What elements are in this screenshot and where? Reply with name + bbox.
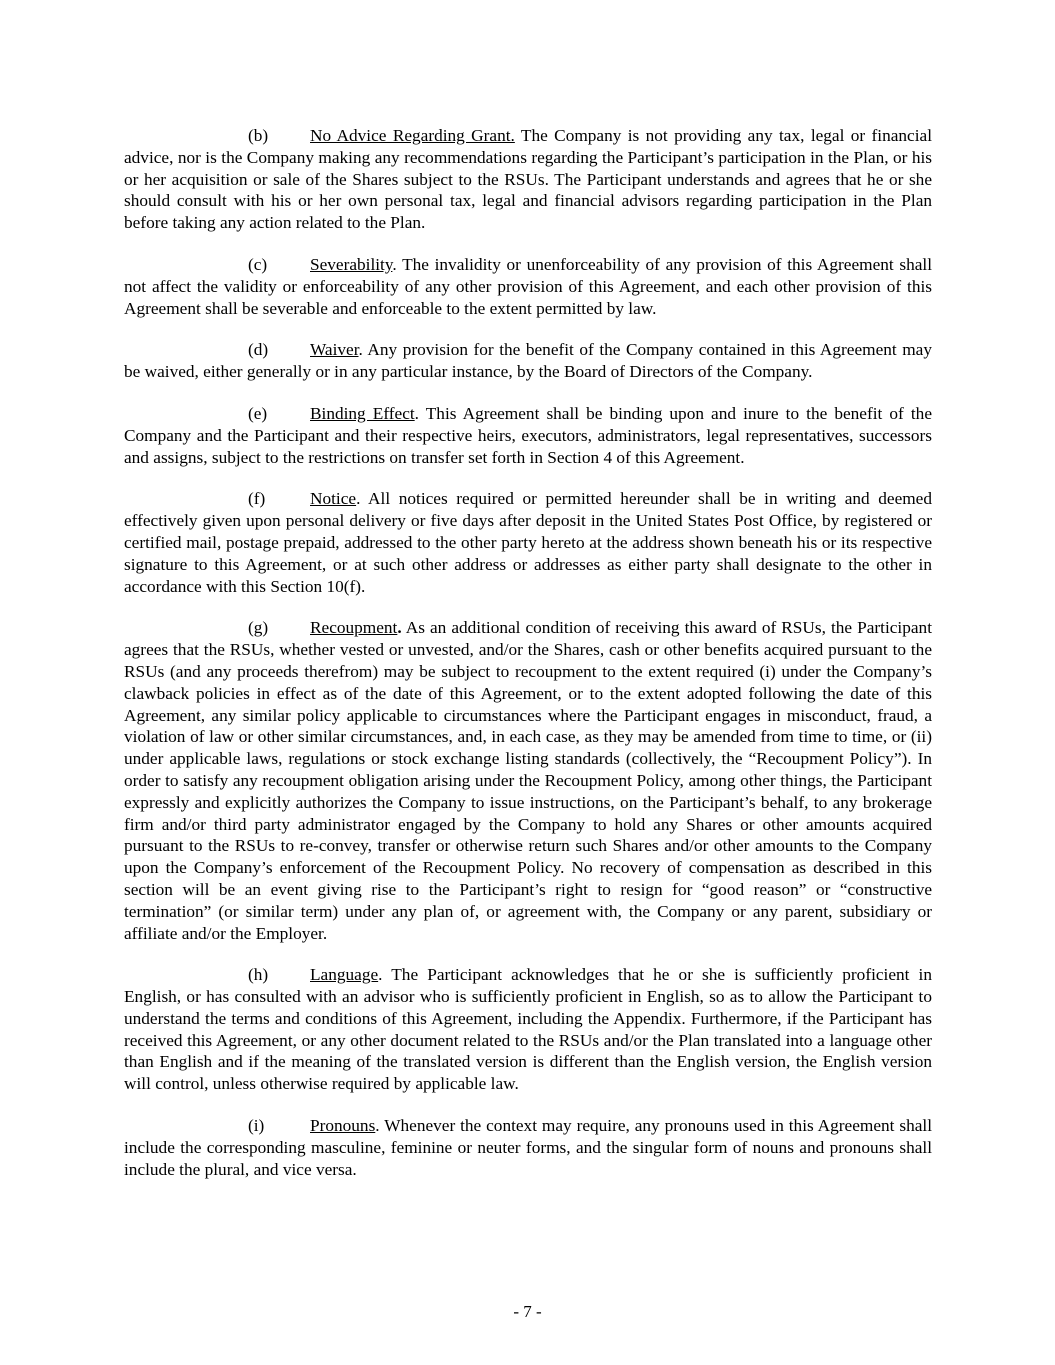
section-body: . Whenever the context may require, any pronouns used in this Agreement shall include the corresponding masculine, feminine or neuter forms, and the singular form of nouns and pronouns shall include the plural, and vice versa.: [124, 1116, 932, 1179]
section-marker: (i): [248, 1116, 265, 1136]
section-body: The Company is not providing any tax, legal or financial advice, nor is the Company making any recommendations regarding the Participant’s participation in the Plan, or his or her acquisition or sale of the Shares subject to the RSUs. The Participant understands and agrees that he or she should consult with his or her own personal tax, legal and financial advisors regarding participation in the Plan before taking any action related to the Plan.: [124, 126, 932, 233]
section-g-paragraph: [124, 617, 932, 944]
section-i-paragraph: [124, 1115, 932, 1180]
section-f-paragraph: [124, 488, 932, 597]
document-page: [124, 125, 932, 1200]
section-h-paragraph: [124, 964, 932, 1095]
section-heading: Pronouns: [310, 1116, 376, 1136]
section-heading: Language: [310, 965, 379, 985]
section-heading: Waiver: [310, 340, 359, 360]
section-marker: (f): [248, 489, 266, 509]
section-marker: (e): [248, 403, 268, 423]
section-heading: Binding Effect: [310, 403, 415, 423]
section-marker: (h): [248, 965, 269, 985]
section-marker: (c): [248, 254, 268, 274]
section-heading-suffix: .: [397, 618, 402, 638]
page-number: - 7 -: [513, 1302, 542, 1321]
section-body: . This Agreement shall be binding upon and inure to the benefit of the Company and the Participant and their respective heirs, executors, administrators, legal representatives, successors and assigns, subject to the restrictions on transfer set forth in Section 4 of this Agreement.: [124, 403, 932, 467]
section-body: . The Participant acknowledges that he or she is sufficiently proficient in English, or has consulted with an advisor who is sufficiently proficient in English, so as to allow the Participant to understand the terms and conditions of this Agreement, including the Appendix. Furthermore, if the Participant has received this Agreement, or any other document related to the RSUs and/or the Plan translated into a language other than English and if the meaning of the translated version is different than the English version, the English version will control, unless otherwise required by applicable law.: [124, 965, 932, 1094]
section-b-paragraph: [124, 125, 932, 234]
section-e-paragraph: [124, 403, 932, 468]
section-d-paragraph: [124, 339, 932, 383]
section-c-paragraph: [124, 254, 932, 319]
section-marker: (g): [248, 618, 269, 638]
section-body: . The invalidity or unenforceability of any provision of this Agreement shall not affect the validity or enforceability of any other provision of this Agreement, and each other provision of this Agreement shall be severable and enforceable to the extent permitted by law.: [124, 254, 932, 318]
section-marker: (d): [248, 340, 269, 360]
section-heading: No Advice Regarding Grant.: [310, 126, 515, 145]
section-heading: Severability: [310, 254, 393, 274]
section-marker: (b): [248, 126, 269, 145]
section-heading: Notice: [310, 489, 357, 509]
section-body: . Any provision for the benefit of the Company contained in this Agreement may be waived, either generally or in any particular instance, by the Board of Directors of the Company.: [124, 340, 932, 382]
section-body: . All notices required or permitted hereunder shall be in writing and deemed effectively given upon personal delivery or five days after deposit in the United States Post Office, by registered or certified mail, postage prepaid, addressed to the other party hereto at the address shown beneath his or its respective signature to this Agreement, or at such other address or addresses as either party shall designate to the other in accordance with this Section 10(f).: [124, 489, 932, 596]
section-body: As an additional condition of receiving this award of RSUs, the Participant agrees that the RSUs, whether vested or unvested, and/or the Shares, cash or other benefits acquired pursuant to the RSUs (and any proceeds therefrom) may be subject to recoupment to the extent required (i) under the Company’s clawback policies in effect as of the date of this Agreement, or to the extent adopted following the date of this Agreement, any similar policy applicable to circumstances where the Participant engages in misconduct, fraud, a violation of law or other similar circumstances, and, in each case, as they may be amended from time to time, or (ii) under applicable laws, regulations or stock exchange listing standards (collectively, the “Recoupment Policy”). In order to satisfy any recoupment obligation arising under the Recoupment Policy, among other things, the Participant expressly and explicitly authorizes the Company to issue instructions, on the Participant’s behalf, to any brokerage firm and/or third party administrator engaged by the Company to hold any Shares or other amounts acquired pursuant to the RSUs to re-convey, transfer or otherwise return such Shares and/or other amounts to the Company upon the Company’s enforcement of the Recoupment Policy. No recovery of compensation as described in this section will be an event giving rise to the Participant’s right to resign for “good reason” or “constructive termination” (or similar term) under any plan of, or agreement with, the Company or any parent, subsidiary or affiliate and/or the Employer.: [124, 618, 932, 943]
section-heading: Recoupment: [310, 618, 398, 638]
